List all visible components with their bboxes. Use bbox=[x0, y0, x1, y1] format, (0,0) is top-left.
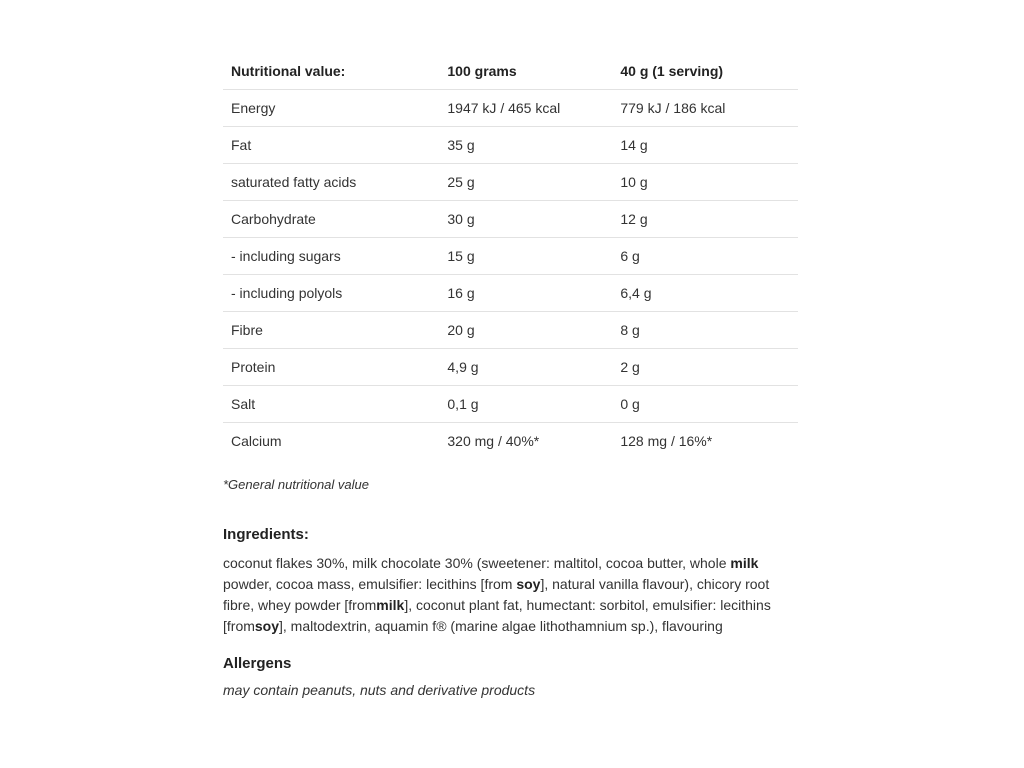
allergen-highlight: soy bbox=[254, 618, 280, 634]
allergens-text: may contain peanuts, nuts and derivative products bbox=[223, 682, 536, 698]
nutrient-name: - including polyols bbox=[223, 275, 439, 312]
value-per-100g: 320 mg / 40%* bbox=[447, 433, 540, 449]
table-row bbox=[223, 127, 798, 164]
table-row bbox=[223, 349, 798, 386]
table-row bbox=[223, 201, 798, 238]
allergens-title: Allergens bbox=[223, 655, 292, 672]
ingredients-segment: coconut flakes 30%, milk chocolate 30% (sweetener: maltitol, cocoa butter, whole bbox=[223, 555, 731, 571]
value-per-serving: 128 mg / 16%* bbox=[620, 433, 713, 449]
nutrient-name: - including sugars bbox=[223, 238, 439, 275]
value-per-100g: 4,9 g bbox=[439, 349, 612, 386]
value-per-100g: 25 g bbox=[439, 164, 612, 201]
nutrition-table bbox=[223, 53, 798, 459]
allergen-highlight: milk bbox=[376, 597, 405, 613]
value-per-serving: 779 kJ / 186 kcal bbox=[612, 90, 798, 127]
ingredients-segment: powder, cocoa mass, emulsifier: lecithins [from bbox=[223, 576, 517, 592]
header-nutritional-value: Nutritional value: bbox=[223, 53, 439, 90]
header-100-grams: 100 grams bbox=[439, 53, 612, 90]
table-row bbox=[223, 164, 798, 201]
nutrient-name: Salt bbox=[223, 386, 439, 423]
ingredients-title: Ingredients: bbox=[223, 526, 309, 543]
product-nutrition-info bbox=[223, 53, 798, 698]
value-per-100g: 0,1 g bbox=[439, 386, 612, 423]
nutrient-name: Energy bbox=[223, 90, 439, 127]
ingredients-segment: ], maltodextrin, aquamin f® (marine algae lithothamnium sp.), flavouring bbox=[279, 618, 723, 634]
value-per-serving: 2 g bbox=[612, 349, 798, 386]
value-per-100g: 35 g bbox=[439, 127, 612, 164]
header-serving: 40 g (1 serving) bbox=[612, 53, 798, 90]
value-per-100g: 15 g bbox=[439, 238, 612, 275]
table-row bbox=[223, 275, 798, 312]
value-per-serving: 0 g bbox=[612, 386, 798, 423]
allergen-highlight: milk bbox=[730, 555, 759, 571]
value-per-serving: 6 g bbox=[612, 238, 798, 275]
nutrient-name: saturated fatty acids bbox=[223, 164, 439, 201]
value-per-serving: 8 g bbox=[612, 312, 798, 349]
nutrient-name: Carbohydrate bbox=[223, 201, 439, 238]
value-per-100g: 1947 kJ / 465 kcal bbox=[439, 90, 612, 127]
nutrition-table-header-row bbox=[223, 53, 798, 90]
nutrient-name: Fat bbox=[223, 127, 439, 164]
table-row bbox=[223, 386, 798, 423]
nutrient-name: Fibre bbox=[223, 312, 439, 349]
value-per-100g: 16 g bbox=[439, 275, 612, 312]
value-per-serving: 14 g bbox=[612, 127, 798, 164]
table-row bbox=[223, 312, 798, 349]
table-row bbox=[223, 90, 798, 127]
ingredients-segment: ], coconut plant fat, humectant: sorbitol, emulsifier: lecithins [from bbox=[223, 597, 771, 634]
nutrient-name: Protein bbox=[223, 349, 439, 386]
value-per-100g: 30 g bbox=[439, 201, 612, 238]
allergen-highlight: soy bbox=[516, 576, 541, 592]
table-row bbox=[223, 238, 798, 275]
nutrition-footnote: *General nutritional value bbox=[223, 477, 369, 492]
ingredients-segment: ], natural vanilla flavour), chicory root fibre, whey powder [from bbox=[223, 576, 770, 613]
value-per-serving: 10 g bbox=[612, 164, 798, 201]
nutrient-name: Calcium bbox=[231, 433, 282, 449]
table-row bbox=[223, 423, 798, 460]
value-per-100g: 20 g bbox=[439, 312, 612, 349]
value-per-serving: 12 g bbox=[612, 201, 798, 238]
ingredients-text bbox=[223, 553, 798, 637]
value-per-serving: 6,4 g bbox=[612, 275, 798, 312]
